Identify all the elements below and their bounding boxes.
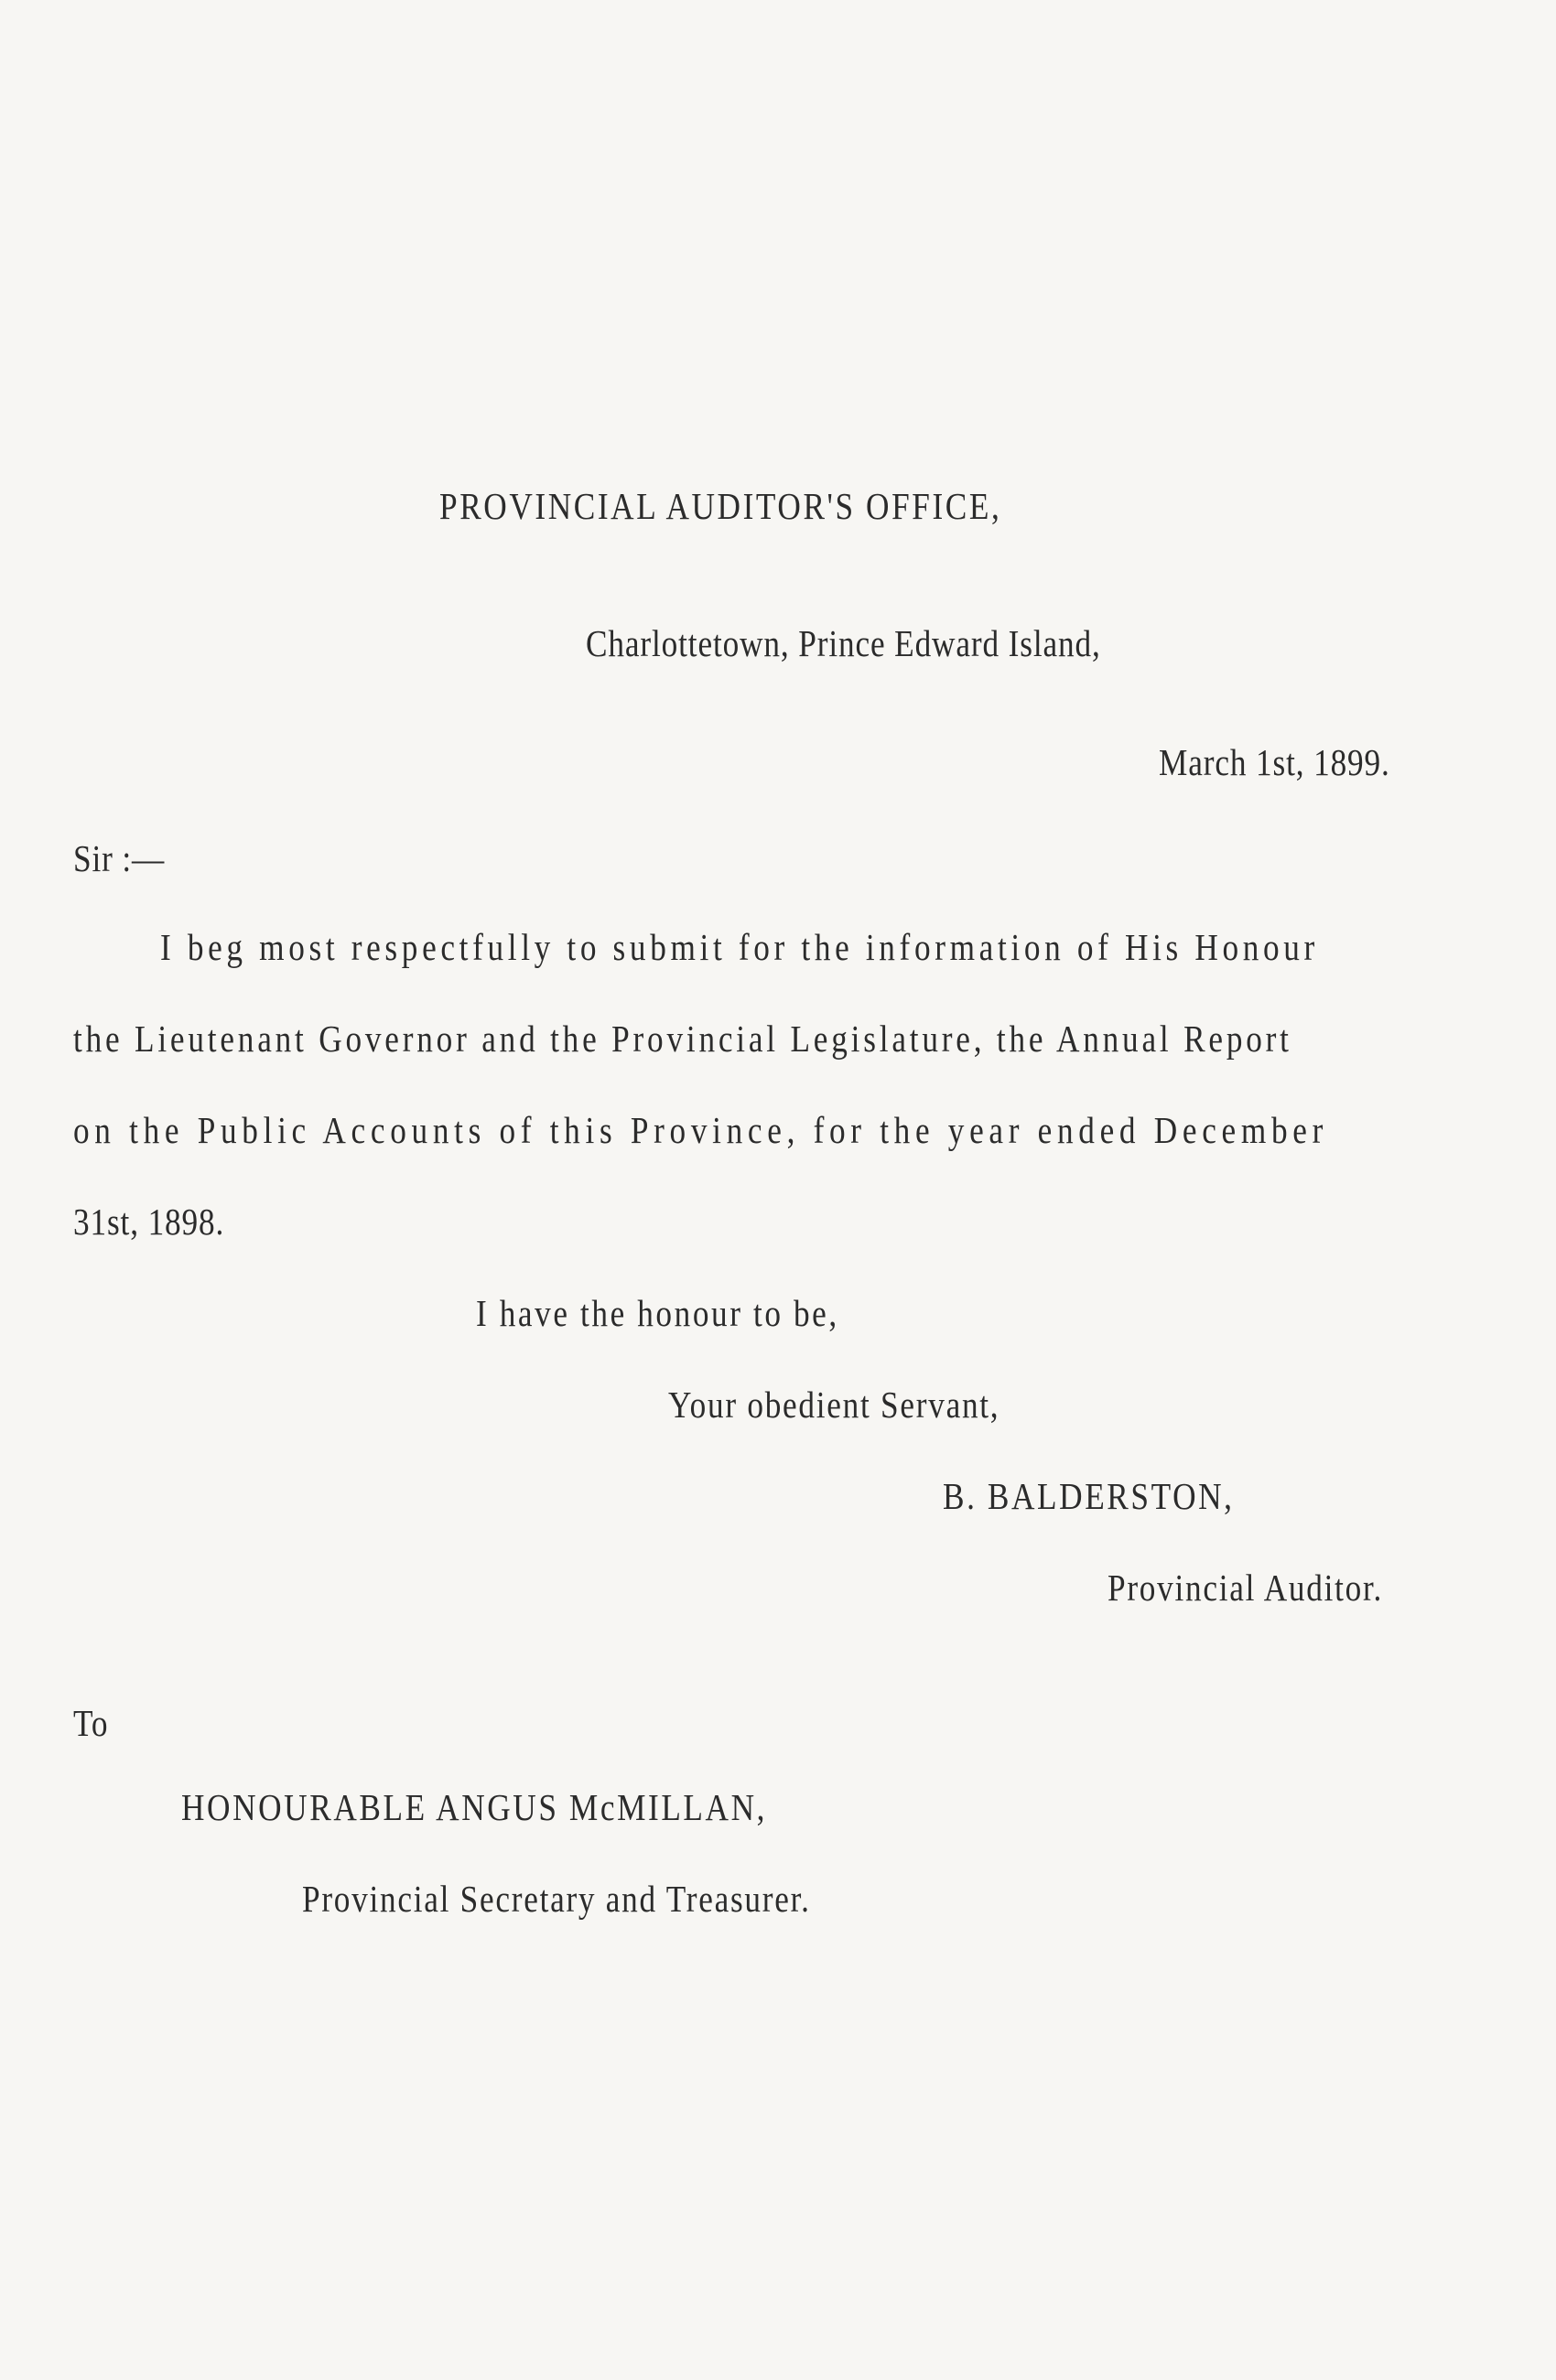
- letter-date: March 1st, 1899.: [1159, 741, 1390, 783]
- body-line-4: 31st, 1898.: [73, 1201, 225, 1243]
- salutation: Sir :—: [73, 837, 166, 879]
- letter-place: Charlottetown, Prince Edward Island,: [586, 622, 1101, 664]
- signature-title: Provincial Auditor.: [1108, 1567, 1384, 1609]
- addressee-to: To: [73, 1702, 109, 1744]
- addressee-title: Provincial Secretary and Treasurer.: [302, 1878, 811, 1920]
- office-heading: PROVINCIAL AUDITOR'S OFFICE,: [439, 485, 1002, 527]
- body-line-2: the Lieutenant Governor and the Provincial Legislature, the Annual Report: [73, 1018, 1292, 1060]
- signature-name: B. BALDERSTON,: [943, 1475, 1235, 1517]
- body-line-1: I beg most respectfully to submit for the information of His Honour: [160, 926, 1319, 968]
- closing-honour: I have the honour to be,: [476, 1292, 839, 1334]
- addressee-name: HONOURABLE ANGUS McMILLAN,: [181, 1786, 768, 1828]
- body-line-3: on the Public Accounts of this Province, for the year ended December: [73, 1109, 1329, 1151]
- closing-servant: Your obedient Servant,: [668, 1384, 1000, 1426]
